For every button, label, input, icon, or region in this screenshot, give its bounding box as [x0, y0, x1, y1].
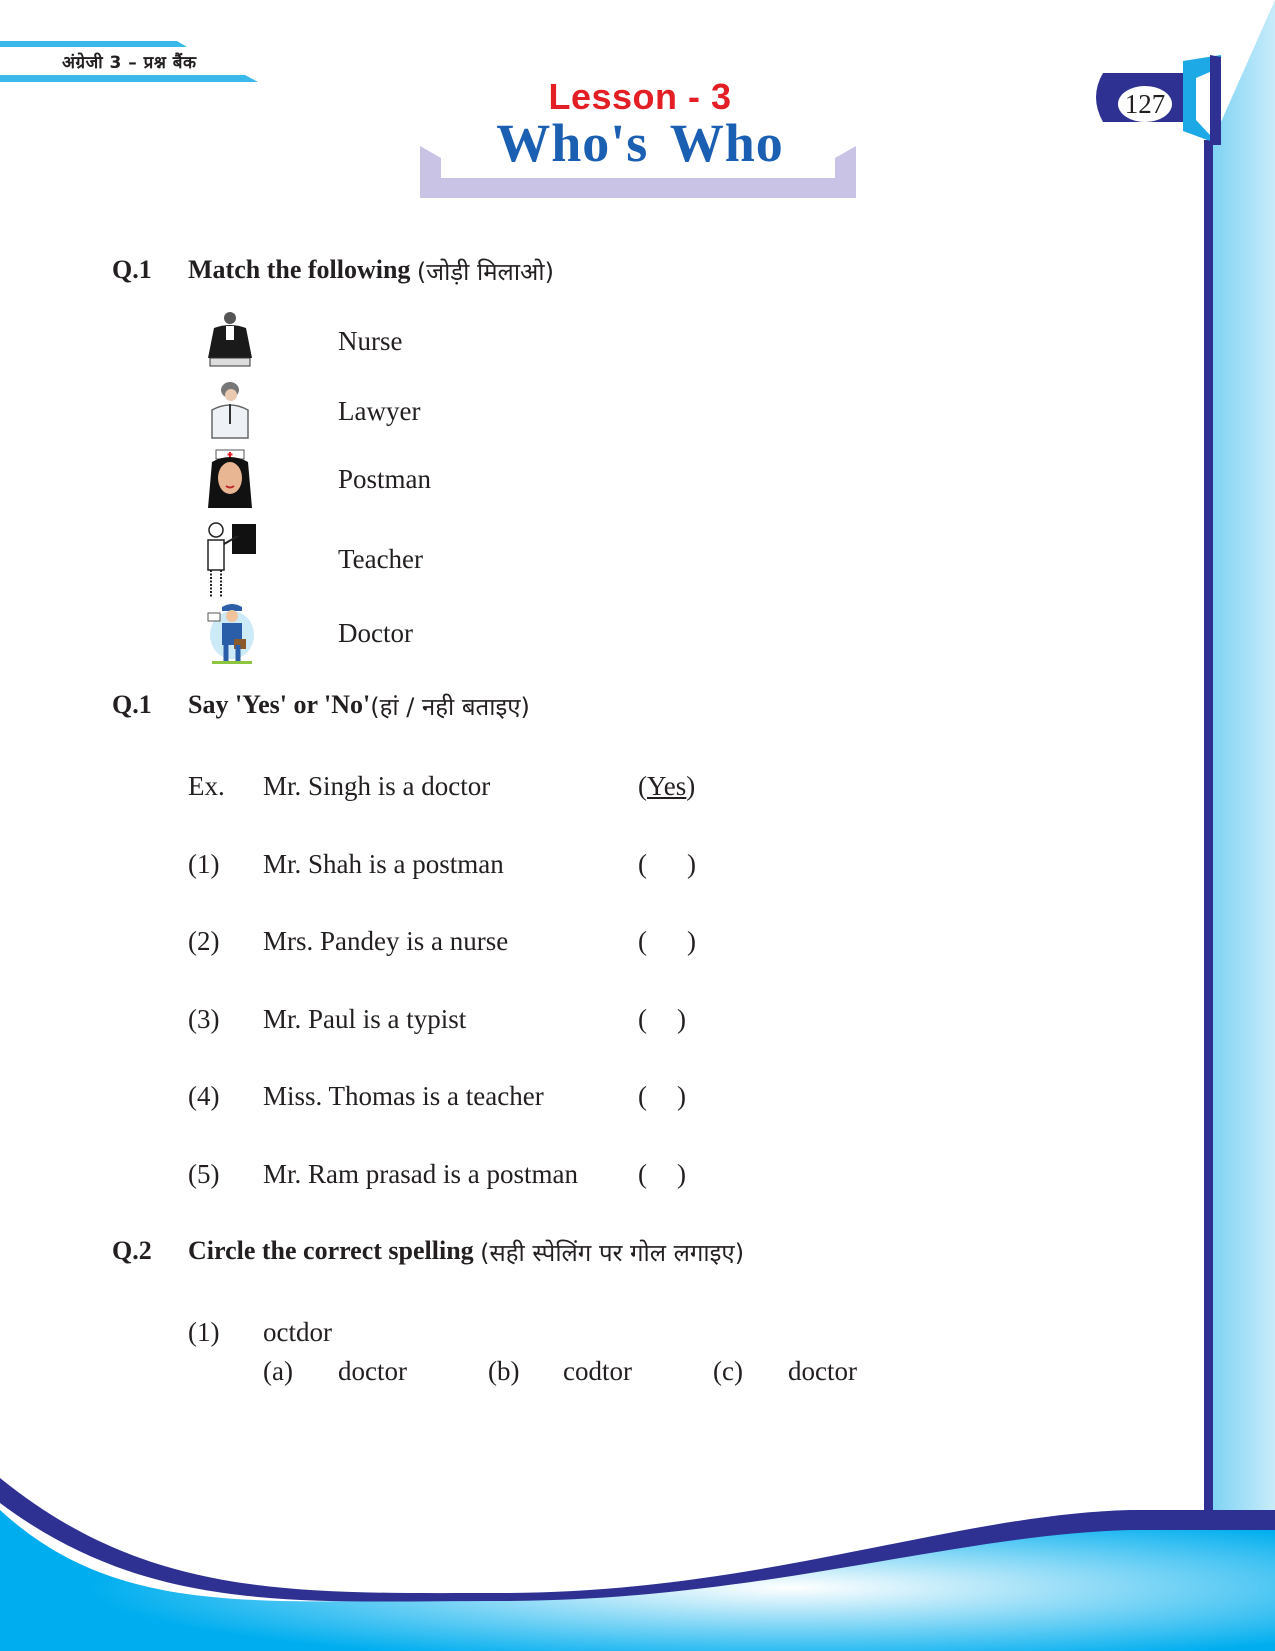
- doctor-picture-icon: [200, 380, 260, 442]
- answer-blank[interactable]: ( ): [638, 1004, 686, 1034]
- row-statement: Mr. Paul is a typist: [263, 1004, 467, 1034]
- option-b[interactable]: codtor: [563, 1356, 632, 1386]
- answer-blank[interactable]: ( ): [638, 926, 696, 956]
- question-instruction: Match the following: [188, 255, 411, 284]
- lawyer-picture-icon: [200, 310, 260, 372]
- match-word: Nurse: [338, 325, 403, 356]
- option-label-b: (b): [488, 1356, 520, 1386]
- lesson-title: Who's Who: [496, 113, 784, 173]
- answer-value: Yes: [647, 771, 687, 801]
- question-heading-yes-no: [112, 690, 530, 723]
- row-index: (1): [188, 849, 220, 879]
- question-heading-spelling: [112, 1236, 744, 1269]
- answer-blank[interactable]: ( ): [638, 849, 696, 879]
- side-bar: [1204, 140, 1213, 1520]
- postman-picture-icon: [200, 602, 260, 664]
- question-number: Q.1: [112, 255, 152, 284]
- match-row: [200, 602, 413, 664]
- row-index: (4): [188, 1081, 220, 1111]
- teacher-picture-icon: [200, 520, 260, 600]
- option-label-a: (a): [263, 1356, 293, 1386]
- row-statement: Mr. Singh is a doctor: [263, 771, 491, 801]
- spelling-item-index: (1): [188, 1317, 220, 1347]
- question-heading-match: [112, 255, 554, 288]
- header-bar-top: [0, 41, 187, 47]
- question-instruction-hindi: (हां / नही बताइए): [370, 693, 530, 721]
- row-statement: Mr. Shah is a postman: [263, 849, 504, 879]
- option-c[interactable]: doctor: [788, 1356, 857, 1386]
- option-label-c: (c): [713, 1356, 743, 1386]
- answer-blank[interactable]: ( ): [638, 1159, 686, 1189]
- row-index: (2): [188, 926, 220, 956]
- answer-blank: (Yes): [638, 771, 696, 801]
- row-statement: Mrs. Pandey is a nurse: [263, 926, 509, 956]
- page-number: 127: [1118, 86, 1172, 122]
- row-index: (3): [188, 1004, 220, 1034]
- question-number: Q.1: [112, 690, 152, 719]
- side-panel: [1213, 0, 1275, 1651]
- nurse-picture-icon: [200, 448, 260, 510]
- question-instruction-hindi: (सही स्पेलिंग पर गोल लगाइए): [480, 1239, 745, 1267]
- question-instruction-hindi: (जोड़ी मिलाओ): [416, 258, 554, 286]
- row-statement: Miss. Thomas is a teacher: [263, 1081, 544, 1111]
- match-word: Postman: [338, 463, 432, 494]
- question-instruction: Circle the correct spelling: [188, 1236, 474, 1265]
- option-a[interactable]: doctor: [338, 1356, 407, 1386]
- running-header: अंग्रेजी 3 – प्रश्न बैंक: [62, 53, 197, 73]
- question-instruction: Say 'Yes' or 'No': [188, 690, 371, 719]
- row-index: (5): [188, 1159, 220, 1189]
- question-number: Q.2: [112, 1236, 152, 1265]
- header-bar-bottom: [0, 75, 258, 82]
- row-index: Ex.: [188, 771, 225, 801]
- page-tab-flag-edge: [1210, 55, 1221, 145]
- match-word: Lawyer: [338, 395, 421, 426]
- row-statement: Mr. Ram prasad is a postman: [263, 1159, 578, 1189]
- match-row: [200, 520, 424, 600]
- match-row: [200, 310, 403, 372]
- match-word: Teacher: [338, 544, 424, 574]
- scrambled-word: octdor: [263, 1317, 332, 1347]
- match-word: Doctor: [338, 617, 413, 648]
- answer-blank[interactable]: ( ): [638, 1081, 686, 1111]
- match-row: [200, 380, 421, 442]
- match-row: [200, 448, 432, 510]
- lesson-label: Lesson - 3: [548, 76, 732, 117]
